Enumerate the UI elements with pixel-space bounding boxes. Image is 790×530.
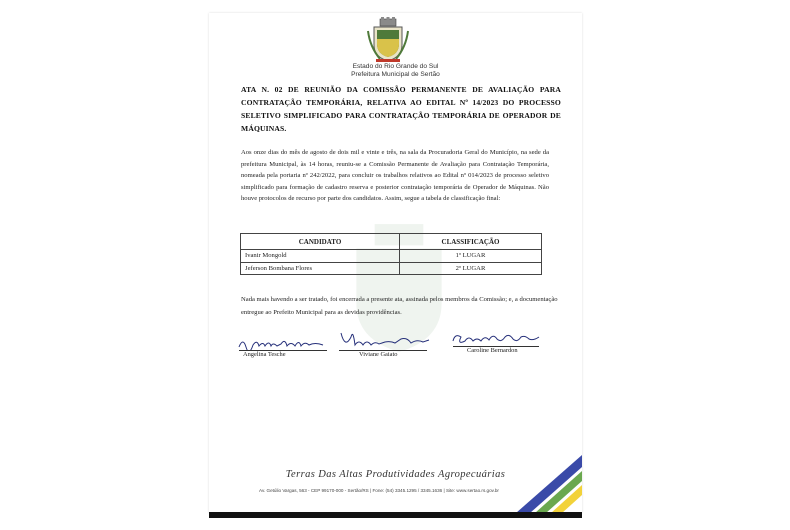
signature-caroline (449, 331, 544, 347)
candidate-name: Jeferson Bombana Flores (241, 262, 400, 275)
signer-name: Viviane Gaiato (359, 351, 398, 358)
decorative-stripes-icon (502, 433, 582, 513)
signer-name: Caroline Bernardon (467, 347, 518, 354)
candidate-name: Ivanir Mongold (241, 250, 400, 263)
municipality-name: Prefeitura Municipal de Sertão (351, 71, 440, 78)
signature-angelina (237, 335, 327, 351)
document-title: ATA N. 02 DE REUNIÃO DA COMISSÃO PERMANENTE DE AVALIAÇÃO PARA CONTRATAÇÃO TEMPORÁRIA, RELATIVA AO EDITAL Nº 14/2023 DO PROCESSO SELETIVO SIMPLIFICADO PARA CONTRATAÇÃO TEMPORÁRIA DE OPERADOR DE MÁQUINAS. (241, 85, 561, 133)
table-row (241, 250, 542, 263)
municipal-coat-of-arms-icon (366, 17, 410, 63)
candidate-classification: 1º LUGAR (400, 250, 542, 263)
table-row (241, 262, 542, 275)
signer-name: Angelina Tesche (243, 351, 286, 358)
column-header-classification: CLASSIFICAÇÃO (400, 234, 542, 250)
candidate-classification: 2º LUGAR (400, 262, 542, 275)
table-header-row (241, 234, 542, 250)
footer-address: Av. Getúlio Vargas, 563 - CEP 99170-000 - Sertão/RS | Fone: (54) 3345.1295 / 3345.1636 | Site: www.sertao.rs.gov.br (259, 488, 499, 493)
page-bottom-border (209, 512, 582, 518)
state-name: Estado do Rio Grande do Sul (352, 63, 439, 70)
closing-paragraph: Nada mais havendo a ser tratado, foi encerrada a presente ata, assinada pelos membros da Comissão; e, a documentação entregue ao Prefeito Municipal para as devidas providências. (241, 296, 558, 316)
municipal-slogan: Terras Das Altas Produtividades Agropecuárias (285, 469, 506, 480)
signature-viviane (337, 325, 432, 351)
document-page (209, 13, 582, 513)
classification-table (240, 233, 542, 275)
document-body: Aos onze dias do mês de agosto de dois mil e vinte e três, na sala da Procuradoria Geral do Município, na sede da prefeitura Municipal, às 14 horas, reuniu-se a Comissão Permanente de Avaliação para Contratação Temporária, nomeada pela portaria nº 242/2022, para concluir os trabalhos relativos ao Edital nº 014/2023 de processo seletivo simplificado para formação de cadastro reserva e posterior contratação temporária de Operador de Máquinas. Não houve protocolos de recurso por parte dos candidatos. Assim, segue a tabela de classificação final: (241, 149, 549, 203)
column-header-candidate: CANDIDATO (241, 234, 400, 250)
